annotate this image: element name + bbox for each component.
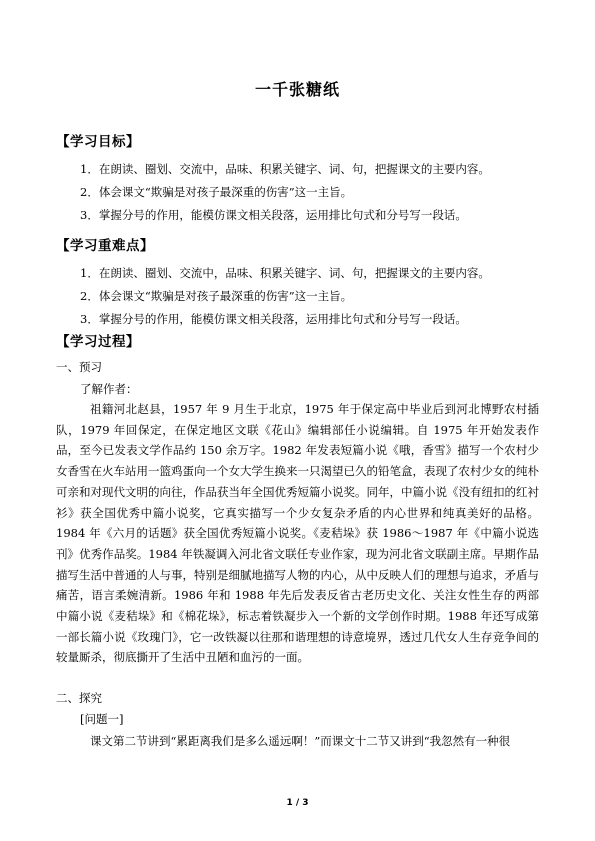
explore-label: 二、探究	[56, 691, 102, 705]
section-heading-process: 【学习过程】	[56, 334, 140, 350]
question-label: [问题一]	[80, 712, 124, 726]
author-label: 了解作者：	[80, 382, 138, 396]
list-item: 3．掌握分号的作用，能模仿课文相关段落，运用排比句式和分号写一段话。	[80, 208, 467, 222]
section-heading-goals: 【学习目标】	[56, 134, 140, 150]
list-item: 3．掌握分号的作用，能模仿课文相关段落，运用排比句式和分号写一段话。	[80, 312, 467, 326]
difficulties-list	[80, 262, 490, 331]
preview-label: 一、预习	[56, 360, 102, 374]
author-bio-paragraph: 祖籍河北赵县，1957 年 9 月生于北京，1975 年于保定高中毕业后到河北博野农村插队，1979 年回保定，在保定地区文联《花山》编辑部任小说编辑。自 1975 年开始发表作品，至今已发表文学作品约 150 余万字。1982 年发表短篇小说《哦，香雪》描写一个农村少女香雪在火车站用一篮鸡蛋向一个女大学生换来一只渴望已久的铅笔盒，表现了农村少女的纯朴可亲和对现代文明的向往，作品获当年全国优秀短篇小说奖。同年，中篇小说《没有纽扣的红衬衫》获全国优秀中篇小说奖，它真实描写一个少女复杂矛盾的内心世界和纯真美好的品格。1984 年《六月的话题》获全国优秀短篇小说奖。《麦秸垛》获 1986～1987 年《中篇小说选刊》优秀作品奖。1984 年铁凝调入河北省文联任专业作家，现为河北省文联副主席。早期作品描写生活中普通的人与事，特别是细腻地描写人物的内心，从中反映人们的理想与追求，矛盾与痛苦，语言柔婉清新。1986 年和 1988 年先后发表反省古老历史文化、关注女性生存的两部中篇小说《麦秸垛》和《棉花垛》，标志着铁凝步入一个新的文学创作时期。1988 年还写成第一部长篇小说《玫瑰门》，它一改铁凝以往那和谐理想的诗意境界，透过几代女人生存竞争间的较量厮杀，彻底撕开了生活中丑陋和血污的一面。	[56, 402, 539, 665]
page-number: 1 / 3	[286, 798, 309, 808]
list-item: 2．体会课文“欺骗是对孩子最深重的伤害”这一主旨。	[80, 185, 353, 199]
question-paragraph: 课文第二节讲到“累距离我们是多么遥远啊！”而课文十二节又讲到“我忽然有一种很	[90, 734, 511, 748]
page-title: 一千张糖纸	[254, 80, 340, 99]
section-heading-difficulties: 【学习重难点】	[56, 238, 154, 254]
list-item: 1．在朗读、圈划、交流中，品味、积累关键字、词、句，把握课文的主要内容。	[80, 266, 490, 280]
list-item: 2．体会课文“欺骗是对孩子最深重的伤害”这一主旨。	[80, 289, 353, 303]
goals-list	[80, 158, 490, 227]
list-item: 1．在朗读、圈划、交流中，品味、积累关键字、词、句，把握课文的主要内容。	[80, 162, 490, 176]
